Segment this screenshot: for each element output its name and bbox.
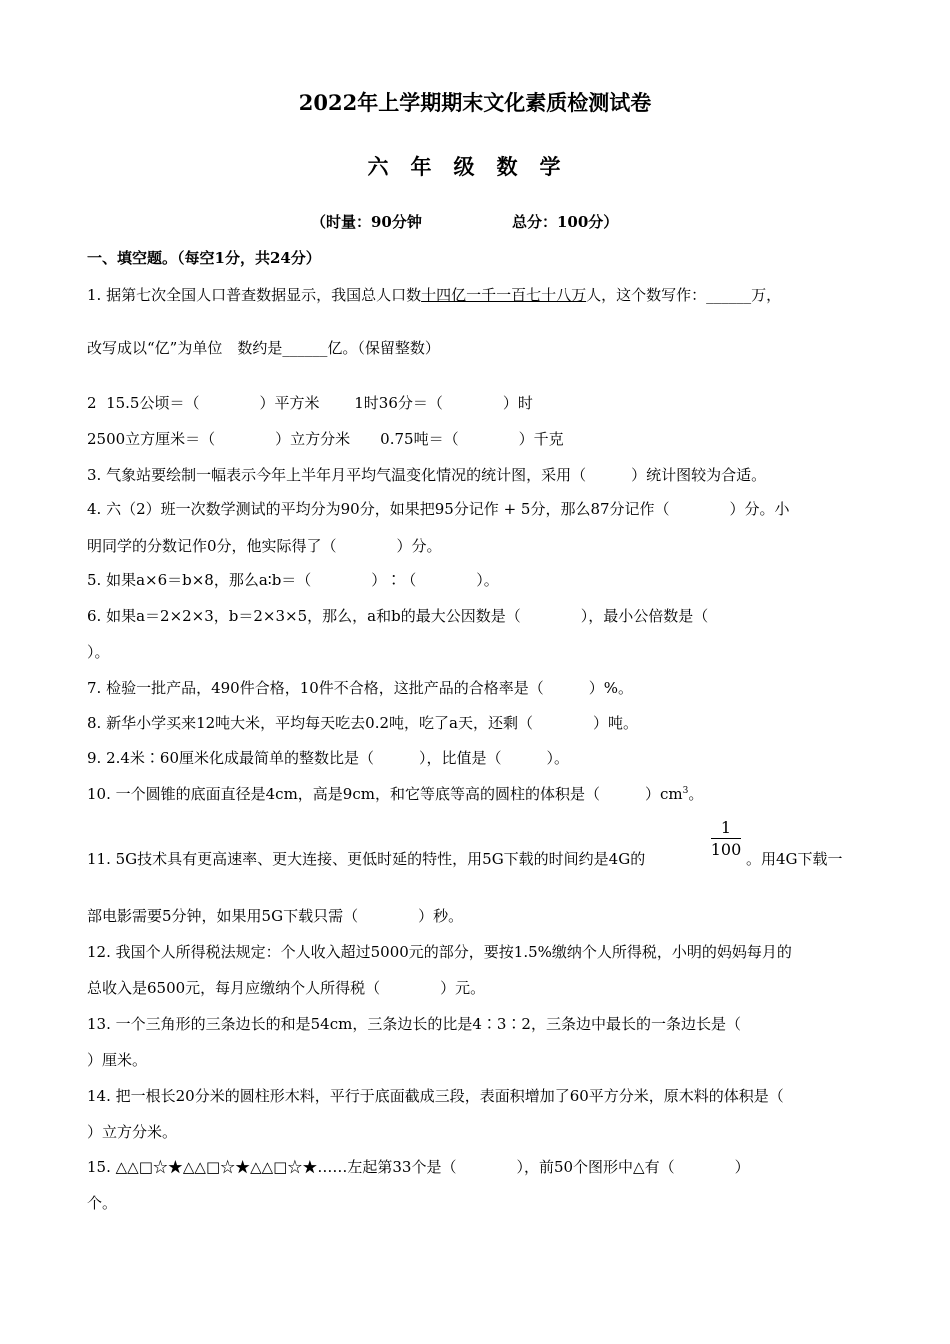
time-limit: （时量：90分钟 xyxy=(311,213,422,231)
question-14-line-1: 14. 把一根长20分米的圆柱形木料，平行于底面截成三段，表面积增加了60平方分米，原木料的体积是（ xyxy=(87,1087,784,1105)
q1-text-pre: 1. 据第七次全国人口普查数据显示，我国总人口数 xyxy=(87,286,422,304)
fraction-one-hundredth xyxy=(709,818,743,861)
question-15-line-1: 15. △△□☆★△△□☆★△△□☆★……左起第33个是（ ），前50个图形中△有（ ） xyxy=(87,1158,750,1176)
question-6-line-1: 6. 如果a＝2×2×3，b＝2×3×5，那么，a和b的最大公因数是（ ），最小公倍数是（ xyxy=(87,607,709,625)
question-14-line-2: ）立方分米。 xyxy=(87,1123,178,1141)
fraction-denominator: 100 xyxy=(710,840,742,859)
question-5: 5. 如果a×6＝b×8，那么a∶b＝（ ）∶（ ）。 xyxy=(87,571,499,589)
subject-title: 六年级数学 xyxy=(367,154,583,179)
question-2-line-1: 2 15.5公顷＝（ ）平方米 1时36分＝（ ）时 xyxy=(87,394,533,412)
question-6-line-2: ）。 xyxy=(87,643,110,661)
question-8: 8. 新华小学买来12吨大米，平均每天吃去0.2吨，吃了a天，还剩（ ）吨。 xyxy=(87,714,638,732)
q10-text: 10. 一个圆锥的底面直径是4cm，高是9cm，和它等底等高的圆柱的体积是（ ）cm xyxy=(87,785,683,803)
total-score: 总分：100分） xyxy=(512,213,619,231)
question-4-line-1: 4. 六（2）班一次数学测试的平均分为90分，如果把95分记作 + 5分，那么87分记作（ ）分。小 xyxy=(87,500,790,518)
exam-title: 2022年上学期期末文化素质检测试卷 xyxy=(298,90,652,115)
question-11-line-2: 部电影需要5分钟，如果用5G下载只需（ ）秒。 xyxy=(87,907,464,925)
q1-underlined-number: 十四亿一千一百七十八万 xyxy=(421,286,587,304)
question-11-after-fraction: 。用4G下载一 xyxy=(746,850,843,868)
section-heading: 一、填空题。（每空1分，共24分） xyxy=(87,249,321,267)
q1-text-post: 人，这个数写作：______万， xyxy=(586,286,782,304)
fraction-numerator: 1 xyxy=(720,818,732,837)
question-9: 9. 2.4米∶60厘米化成最简单的整数比是（ ），比值是（ ）。 xyxy=(87,749,570,767)
question-2-line-2: 2500立方厘米＝（ ）立方分米 0.75吨＝（ ）千克 xyxy=(87,430,564,448)
question-15-line-2: 个。 xyxy=(87,1194,118,1212)
question-1-line-2: 改写成以“亿”为单位 数约是______亿。（保留整数） xyxy=(87,339,440,357)
question-11-line-1: 11. 5G技术具有更高速率、更大连接、更低时延的特性，用5G下载的时间约是4G的 xyxy=(87,850,646,868)
question-13-line-1: 13. 一个三角形的三条边长的和是54cm，三条边长的比是4∶3∶2，三条边中最长的一条边长是（ xyxy=(87,1015,741,1033)
question-3: 3. 气象站要绘制一幅表示今年上半年月平均气温变化情况的统计图，采用（ ）统计图较为合适。 xyxy=(87,466,767,484)
question-1-line-1 xyxy=(87,285,781,305)
question-4-line-2: 明同学的分数记作0分，他实际得了（ ）分。 xyxy=(87,537,442,555)
question-10 xyxy=(87,784,703,804)
question-13-line-2: ）厘米。 xyxy=(87,1051,148,1069)
q10-superscript: 3 xyxy=(682,786,689,796)
question-7: 7. 检验一批产品，490件合格，10件不合格，这批产品的合格率是（ ）%。 xyxy=(87,679,634,697)
question-12-line-1: 12. 我国个人所得税法规定：个人收入超过5000元的部分，要按1.5%缴纳个人所得税，小明的妈妈每月的 xyxy=(87,943,792,961)
question-12-line-2: 总收入是6500元，每月应缴纳个人所得税（ ）元。 xyxy=(87,979,486,997)
q10-end: 。 xyxy=(688,785,704,803)
